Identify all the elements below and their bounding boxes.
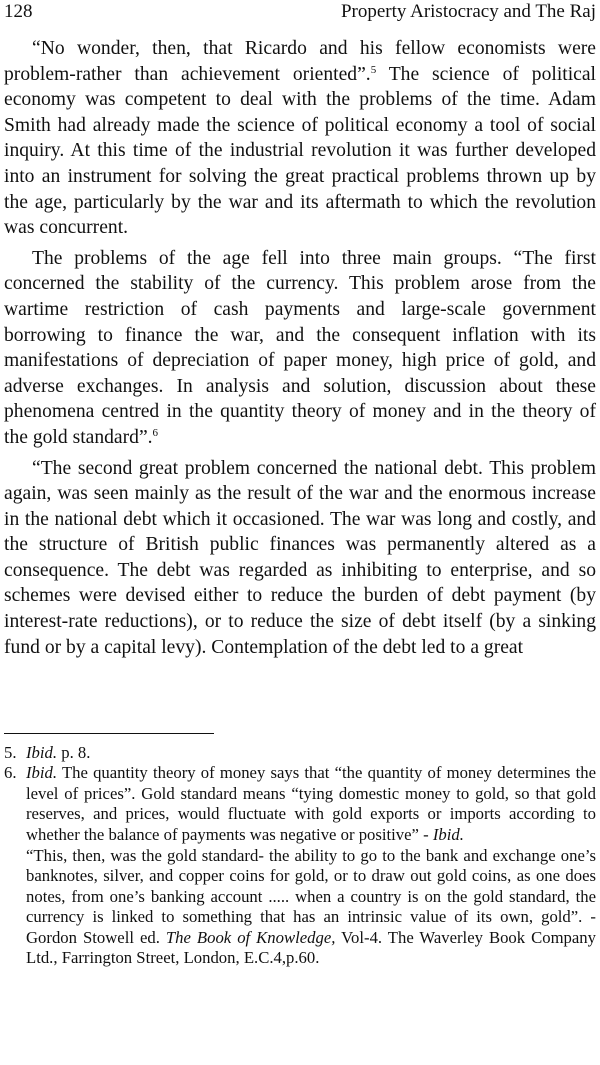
- paragraph-2: [4, 246, 596, 451]
- footnote-text: p. 8.: [57, 743, 91, 762]
- footnote-ref-5: 5: [370, 63, 377, 76]
- footnote-ref-6: 6: [152, 426, 159, 439]
- paragraph-3: [4, 456, 596, 661]
- paragraph-1-text: “No wonder, then, that Ricardo and his fellow economists were problem-rather than achievement oriented”.: [4, 38, 596, 85]
- footnote-quote: “This, then, was the gold standard- the ability to go to the bank and exchange one’s banknotes, silver, and copper coins for gold, or to draw out gold coins, as one does notes, from one’s banking account ..... when a country is on the gold standard, the currency is linked to something that has an intrinsic value of its own, gold”. - Gordon Stowell ed.: [26, 846, 596, 947]
- paragraph-1-text-cont: The science of political economy was competent to deal with the problems of the time. Adam Smith had already made the science of political economy a tool of social inquiry. At this time of the industrial revolution it was further developed into an instrument for solving the great practical problems thrown up by the age, particularly by the war and its aftermath to which the revolution was concurrent.: [4, 63, 596, 239]
- paragraph-2-text: The problems of the age fell into three main groups. “The first concerned the stability of the currency. This problem arose from the wartime restriction of cash payments and large-scale government borrowing to finance the war, and the consequent inflation with its manifestations of depreciation of paper money, high price of gold, and adverse exchanges. In analysis and solution, discussion about these phenomena centred in the quantity theory of money and in the theory of the gold standard”.: [4, 247, 596, 448]
- footnote-ibid: Ibid.: [26, 743, 58, 762]
- footnote-6-continuation: [4, 846, 596, 968]
- page-header: [4, 0, 596, 24]
- footnote-number: 5.: [4, 743, 17, 762]
- paragraph-1: [4, 36, 596, 241]
- page-number: 128: [4, 1, 33, 22]
- footnote-citation: Vol-4. The Waverley Book Company Ltd., Farrington Street, London, E.C.4,p.60.: [26, 927, 596, 968]
- footnote-number: 6.: [4, 763, 17, 783]
- footnotes: [4, 743, 596, 968]
- footnote-text: The quantity theory of money says that “the quantity of money determines the level of prices”. Gold standard means “tying domestic money to gold, so that gold reserves, and prices, would fluctuate with gold exports or imports according to whether the balance of payments was negative or positive” -: [26, 763, 596, 844]
- footnote-ibid-end: Ibid.: [432, 824, 464, 844]
- footnote-ibid: Ibid.: [26, 763, 58, 783]
- book-title: The Book of Knowledge,: [165, 927, 336, 947]
- paragraph-3-text: “The second great problem concerned the national debt. This problem again, was seen mainly as the result of the war and the enormous increase in the national debt which it occasioned. The war was long and costly, and the structure of British public finances was permanently altered as a consequence. The debt was regarded as inhibiting to enterprise, and so schemes were devised either to reduce the burden of debt payment (by interest-rate reductions), or to reduce the size of debt itself (by a sinking fund or by a capital levy). Contemplation of the debt led to a great: [4, 457, 596, 658]
- footnote-divider: [4, 733, 214, 734]
- footnote-5: [4, 743, 596, 763]
- body-text: [4, 36, 596, 665]
- footnote-6: [4, 763, 596, 845]
- running-head: Property Aristocracy and The Raj: [340, 1, 596, 22]
